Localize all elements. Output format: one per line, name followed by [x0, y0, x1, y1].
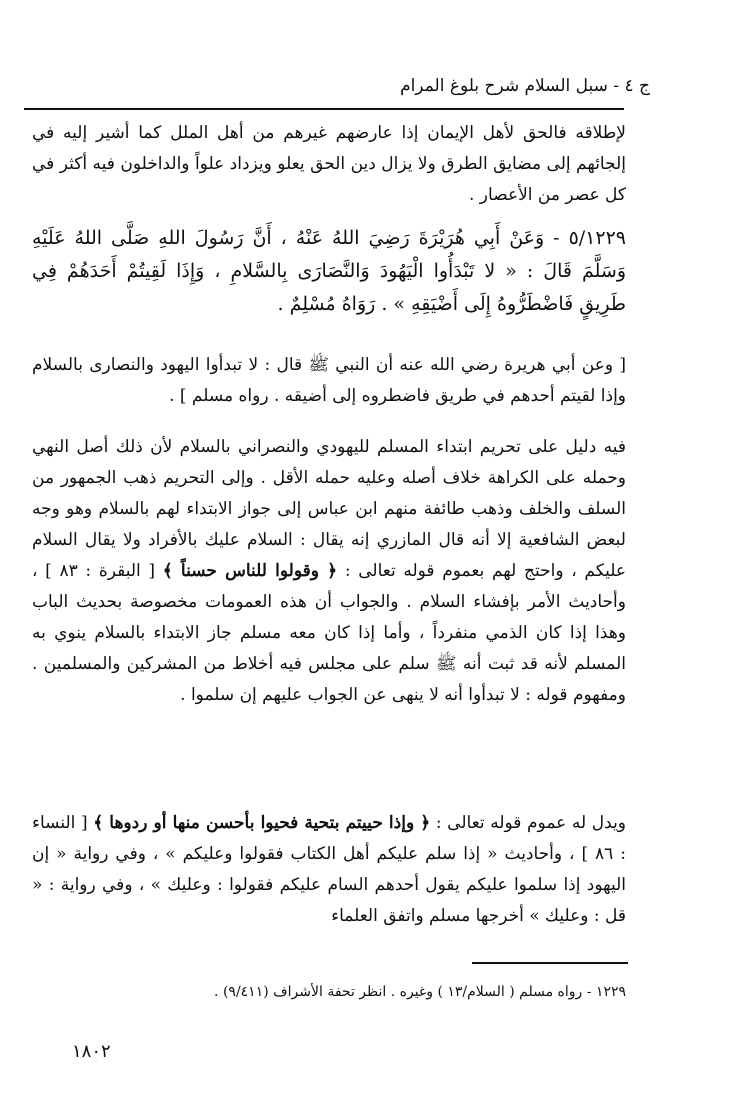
additional-text-1: ويدل له عموم قوله تعالى : — [435, 813, 627, 833]
quran-quote-1: ﴿ وقولوا للناس حسناً ﴾ — [162, 561, 338, 581]
additional-text-2: [ النساء : ٨٦ ] ، وأحاديث « إذا سلم عليكم أهل الكتاب فقولوا وعليكم » ، وفي رواية « إن اليهود إذا سلموا عليكم يقول أحدهم السام عليكم فقولوا : وعليك » ، وفي رواية : « قل : وعليك » أخرجها مسلم واتفق العلماء — [32, 813, 626, 926]
commentary-paragraph — [32, 432, 626, 711]
footnote-rule — [472, 962, 628, 964]
running-header: ج ٤ - سبل السلام شرح بلوغ المرام — [400, 76, 650, 96]
additional-paragraph — [32, 808, 626, 932]
page-number: ١٨٠٢ — [72, 1041, 111, 1062]
translation-paragraph: [ وعن أبي هريرة رضي الله عنه أن النبي ﷺ قال : لا تبدأوا اليهود والنصارى بالسلام وإذا لقيتم أحدهم في طريق فاضطروه إلى أضيقه . رواه مسلم ] . — [32, 355, 626, 406]
commentary-text-2: [ البقرة : ٨٣ ] ، وأحاديث الأمر بإفشاء السلام . والجواب أن هذه العمومات مخصوصة بحديث الباب وهذا إذا كان الذمي منفرداً ، وأما إذا كان معه مسلم جاز الابتداء بالسلام ينوي به المسلم لأنه قد ثبت أنه ﷺ سلم على مجلس فيه أخلاط من المشركين والمسلمين . ومفهوم قوله : لا تبدأوا أنه لا ينهى عن الجواب عليهم إن سلموا . — [32, 561, 626, 705]
quran-quote-2: ﴿ وإذا حييتم بتحية فحيوا بأحسن منها أو ردوها ﴾ — [93, 813, 431, 833]
footnote: ١٢٢٩ - رواه مسلم ( السلام/١٣ ) وغيره . انظر تحفة الأشراف (٩/٤١١) . — [214, 984, 626, 1000]
hadith-paragraph: ٥/١٢٢٩ - وَعَنْ أَبِي هُرَيْرَةَ رَضِيَ اللهُ عَنْهُ ، أَنَّ رَسُولَ اللهِ صَلَّى اللهُ عَلَيْهِ وَسَلَّمَ قَالَ : « لا تَبْدَأُوا الْيَهُودَ وَالنَّصَارَى بِالسَّلامِ ، وَإِذَا لَقِيتُمْ أَحَدَهُمْ فِي طَرِيقٍ فَاضْطَرُّوهُ إِلَى أَضْيَقِهِ » . رَوَاهُ مُسْلِمٌ . — [32, 227, 626, 315]
commentary-text-1: فيه دليل على تحريم ابتداء المسلم لليهودي والنصراني بالسلام لأن ذلك أصل النهي وحمله على الكراهة خلاف أصله وعليه حمله الأقل . وإلى التحريم ذهب الجمهور من السلف والخلف وذهب طائفة منهم ابن عباس إلى جواز الابتداء لهم بالسلام وهو وجه لبعض الشافعية إلا أنه قال المازري إنه يقال : السلام عليك بالأفراد ولا يقال السلام عليكم ، واحتج لهم بعموم قوله تعالى : — [32, 437, 626, 581]
continuation-paragraph: لإطلاقه فالحق لأهل الإيمان إذا عارضهم غيرهم من أهل الملل كما أشير إليه في إلجائهم إلى مضايق الطرق ولا يزال دين الحق يعلو ويزداد علواً والداخلون فيه أكثر في كل عصر من الأعصار . — [32, 123, 626, 205]
header-rule — [24, 108, 624, 110]
